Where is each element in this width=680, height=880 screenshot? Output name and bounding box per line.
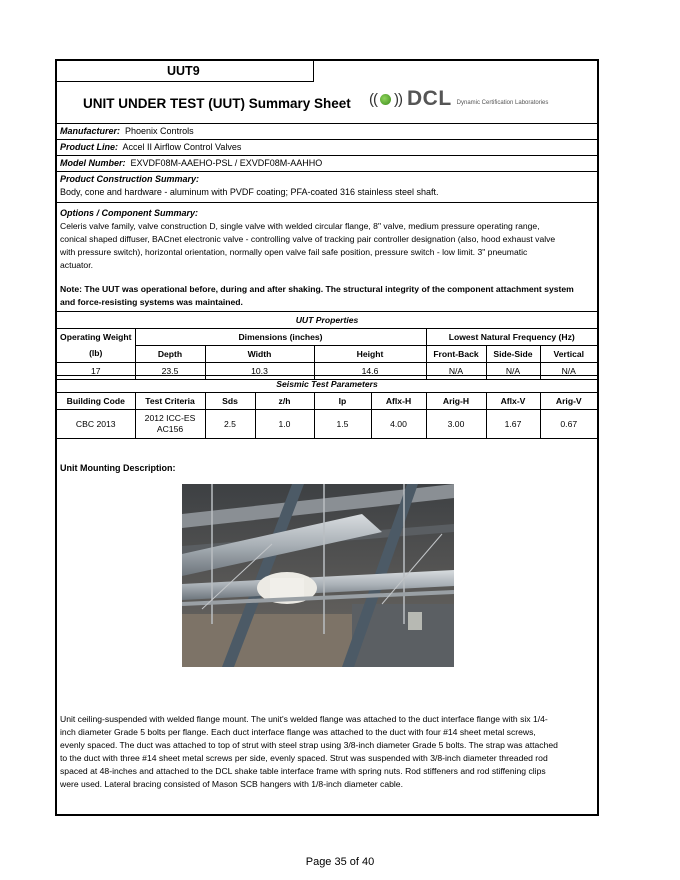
aflx-h-value: 4.00 — [371, 410, 426, 439]
operating-weight-unit: (lb) — [57, 346, 135, 363]
zh-value: 1.0 — [255, 410, 314, 439]
sds-header: Sds — [205, 393, 255, 410]
front-back-header: Front-Back — [426, 346, 486, 363]
globe-icon — [380, 94, 391, 105]
model-number-row: Model Number: EXVDF08M-AAEHO-PSL / EXVDF08M-AAHHO — [60, 158, 323, 168]
dcl-logo — [369, 86, 548, 112]
aflx-v-header: Aflx-V — [486, 393, 540, 410]
side-side-header: Side-Side — [486, 346, 540, 363]
product-line-value: Accel II Airflow Control Valves — [122, 142, 242, 152]
sds-value: 2.5 — [205, 410, 255, 439]
width-value: 10.3 — [205, 363, 314, 380]
uut-id: UUT9 — [57, 61, 314, 82]
mounting-label: Unit Mounting Description: — [60, 463, 176, 473]
arig-h-header: Arig-H — [426, 393, 486, 410]
frequency-header: Lowest Natural Frequency (Hz) — [426, 329, 597, 346]
dimensions-header: Dimensions (inches) — [135, 329, 426, 346]
zh-header: z/h — [255, 393, 314, 410]
manufacturer-value: Phoenix Controls — [125, 126, 194, 136]
operational-note: Note: The UUT was operational before, during and after shaking. The structural integrity of the component attachment system and force-resisting systems was maintained. — [60, 284, 574, 307]
options-label: Options / Component Summary: — [60, 208, 199, 218]
test-criteria-header: Test Criteria — [135, 393, 205, 410]
summary-sheet — [55, 59, 599, 816]
construction-value: Body, cone and hardware - aluminum with PVDF coating; PFA-coated 316 stainless steel shaft. — [60, 187, 439, 197]
signal-left-icon: (( — [369, 90, 377, 108]
logo-mark: DCL — [407, 87, 452, 110]
depth-header: Depth — [135, 346, 205, 363]
construction-label: Product Construction Summary: — [60, 174, 200, 184]
mounting-description: Unit ceiling-suspended with welded flange mount. The unit's welded flange was attached to the duct interface flange with six 1/4- inch diameter Grade 5 bolts per flange. Each duct interface flange was attached to the duct with four #14 sheet metal screws, evenly spaced. The duct was attached to top of strut with steel strap using 3/8-inch diameter Grade 5 bolts. The strap was attached to the duct with three #14 sheet metal screws per side, evenly spaced. Strut was suspended with 3/8-inch diameter threaded rod spaced at 48-inches and attached to the DCL shake table interface frame with spring nuts. Rod stiffeners and rod stiffening clips were used. Lateral bracing consisted of Mason SCB hangers with 1/8-inch diameter cable. — [60, 714, 558, 789]
height-header: Height — [314, 346, 426, 363]
manufacturer-row: Manufacturer: Phoenix Controls — [60, 126, 194, 136]
building-code-header: Building Code — [57, 393, 135, 410]
depth-value: 23.5 — [135, 363, 205, 380]
logo-subtitle: Dynamic Certification Laboratories — [456, 100, 549, 106]
options-text: Celeris valve family, valve construction D, single valve with welded circular flange, 8" valve, medium pressure operating range, conical shaped diffuser, BACnet electronic valve - controlling valve of tracking pair controller designation (also, hood exhaust valve with pressure switch), horizontal orientation, normally open valve fail safe position, pressure switch - low limit. 3" pneumatic actuator. — [60, 221, 556, 270]
ip-value: 1.5 — [314, 410, 371, 439]
ip-header: Ip — [314, 393, 371, 410]
arig-v-header: Arig-V — [540, 393, 597, 410]
arig-v-value: 0.67 — [540, 410, 597, 439]
signal-right-icon: )) — [394, 90, 402, 108]
side-side-value: N/A — [486, 363, 540, 380]
model-number-value: EXVDF08M-AAEHO-PSL / EXVDF08M-AAHHO — [130, 158, 323, 168]
product-line-row: Product Line: Accel II Airflow Control Valves — [60, 142, 242, 152]
operating-weight-header: Operating Weight — [57, 329, 135, 346]
mounting-photo — [182, 484, 454, 667]
uut-properties-table — [57, 311, 597, 380]
front-back-value: N/A — [426, 363, 486, 380]
sheet-title: UNIT UNDER TEST (UUT) Summary Sheet — [83, 96, 351, 111]
vertical-header: Vertical — [540, 346, 597, 363]
seismic-parameters-table — [57, 375, 597, 439]
aflx-h-header: Aflx-H — [371, 393, 426, 410]
arig-h-value: 3.00 — [426, 410, 486, 439]
seismic-title: Seismic Test Parameters — [57, 376, 597, 393]
height-value: 14.6 — [314, 363, 426, 380]
test-criteria-value: 2012 ICC-ES AC156 — [135, 410, 205, 439]
weight-value: 17 — [57, 363, 135, 380]
uut-properties-title: UUT Properties — [57, 312, 597, 329]
building-code-value: CBC 2013 — [57, 410, 135, 439]
aflx-v-value: 1.67 — [486, 410, 540, 439]
page-number: Page 35 of 40 — [305, 856, 375, 868]
vertical-value: N/A — [540, 363, 597, 380]
width-header: Width — [205, 346, 314, 363]
